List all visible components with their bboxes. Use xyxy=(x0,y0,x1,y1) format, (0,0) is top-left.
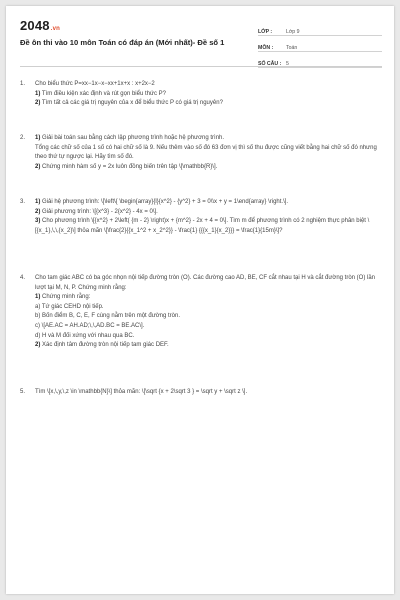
question-line xyxy=(35,99,380,109)
question-text: Giải phương trình: \[{x^3} - 2{x^2} - 4x = 0\]. xyxy=(40,208,158,215)
question-line xyxy=(35,80,380,90)
question-text: Xác định tâm đường tròn nội tiếp tam giác DEF. xyxy=(40,342,169,349)
question-text: c) \[AE.AC = AH.AD;\,\,AD.BC = BE.AC\]. xyxy=(35,322,145,329)
question-line xyxy=(35,293,380,303)
question-text: Chứng minh hàm số y = 2x luôn đồng biến trên tập \[\mathbb{R}\]. xyxy=(40,163,218,170)
meta-value: Lớp 9 xyxy=(286,29,300,35)
question-number: 4. xyxy=(20,275,26,281)
question-line xyxy=(35,322,380,332)
question-text: Giải bài toán sau bằng cách lập phương trình hoặc hệ phương trình. xyxy=(40,135,225,141)
question-body xyxy=(35,134,380,172)
header-divider xyxy=(20,66,382,67)
part-marker: 2) xyxy=(35,163,41,170)
question-4 xyxy=(20,274,380,351)
question-line xyxy=(35,341,380,351)
question-line xyxy=(35,90,380,100)
question-3 xyxy=(20,198,380,236)
meta-label: SỐ CÂU : xyxy=(258,61,282,67)
question-text: b) Bốn điểm B, C, E, F cùng nằm trên một đường tròn. xyxy=(35,313,181,320)
question-number: 2. xyxy=(20,135,26,141)
question-text: Tìm tất cả các giá trị nguyên của x để biểu thức P có giá trị nguyên? xyxy=(40,100,223,107)
meta-label: MÔN : xyxy=(258,45,274,51)
part-marker: 2) xyxy=(35,208,41,215)
question-line xyxy=(35,163,380,173)
question-text: Chứng minh rằng: xyxy=(40,294,91,301)
page-header xyxy=(20,16,382,66)
question-number: 5. xyxy=(20,389,26,395)
meta-value: Toán xyxy=(286,45,298,51)
part-marker: 1) xyxy=(35,294,41,301)
question-line xyxy=(35,144,380,163)
site-logo[interactable] xyxy=(20,18,60,33)
question-body xyxy=(35,198,380,236)
logo-sub-text: .vn xyxy=(50,26,61,32)
meta-label: LỚP : xyxy=(258,29,273,35)
question-text: d) H và M đối xứng với nhau qua BC. xyxy=(35,332,135,339)
question-text: Giải hệ phương trình: \[\left\{ \begin{array}{l}{x^2} - {y^2} + 3 = 0\\x + y = 1\end{array} \right.\]. xyxy=(40,199,289,205)
question-text: Cho biểu thức P=xx−1x−x−xx+1x+x : x+2x−2 xyxy=(35,81,155,87)
question-text: Tìm \[x,\,y,\,z \in \mathbb{N}\] thỏa mãn: \[\sqrt {x + 2\sqrt 3 } = \sqrt y + \sqrt z \]. xyxy=(35,389,248,395)
document-title: Đề ôn thi vào 10 môn Toán có đáp án (Mới nhất)- Đề số 1 xyxy=(20,38,225,47)
meta-row-subject xyxy=(258,36,382,52)
part-marker: 3) xyxy=(35,218,41,225)
exam-meta-box xyxy=(258,20,382,68)
part-marker: 2) xyxy=(35,100,41,107)
question-text: Cho tam giác ABC có ba góc nhọn nội tiếp đường tròn (O). Các đường cao AD, BE, CF cắt nhau tại H và cắt đường tròn (O) lần lượt tại M, N, P. Chứng minh rằng: xyxy=(35,275,376,291)
question-text: Tìm điều kiện xác định và rút gọn biểu thức P? xyxy=(40,90,166,97)
part-marker: 1) xyxy=(35,135,41,141)
part-marker: 1) xyxy=(35,199,41,205)
exam-page xyxy=(6,6,394,594)
question-line xyxy=(35,388,380,398)
question-line xyxy=(35,198,380,208)
logo-main-text: 2048 xyxy=(20,18,50,33)
question-number: 1. xyxy=(20,81,26,87)
question-text: Tổng các chữ số của 1 số có hai chữ số là 9. Nếu thêm vào số đó 63 đơn vị thì số thu được cũng viết bằng hai chữ số đó nhưng theo thứ tự ngược lại. Hãy tìm số đó. xyxy=(35,144,377,161)
meta-value: 5 xyxy=(286,61,289,67)
question-line xyxy=(35,217,380,236)
part-marker: 1) xyxy=(35,90,41,97)
question-line xyxy=(35,134,380,144)
question-5 xyxy=(20,388,380,398)
question-line xyxy=(35,312,380,322)
question-line xyxy=(35,208,380,218)
question-1 xyxy=(20,80,380,109)
question-line xyxy=(35,303,380,313)
question-body xyxy=(35,274,380,351)
question-text: Cho phương trình \[{x^2} + 2\left( {m - 2} \right)x + {m^2} - 2x + 4 = 0\]. Tìm m để phương trình có 2 nghiệm thực phân biệt \[{x_1},\,\,{x_2}\] thỏa mãn \[\frac{2}{{x_1^2 + x_2^2}} - \frac{1} {{{x_1}{x_2}}} = \frac{1}{15m}\]? xyxy=(35,218,370,234)
meta-row-grade xyxy=(258,20,382,36)
question-body xyxy=(35,80,380,109)
question-line xyxy=(35,332,380,342)
question-2 xyxy=(20,134,380,172)
part-marker: 2) xyxy=(35,342,41,349)
question-number: 3. xyxy=(20,199,26,205)
question-text: a) Tứ giác CEHD nội tiếp. xyxy=(35,303,104,310)
question-body xyxy=(35,388,380,398)
question-line xyxy=(35,274,380,293)
